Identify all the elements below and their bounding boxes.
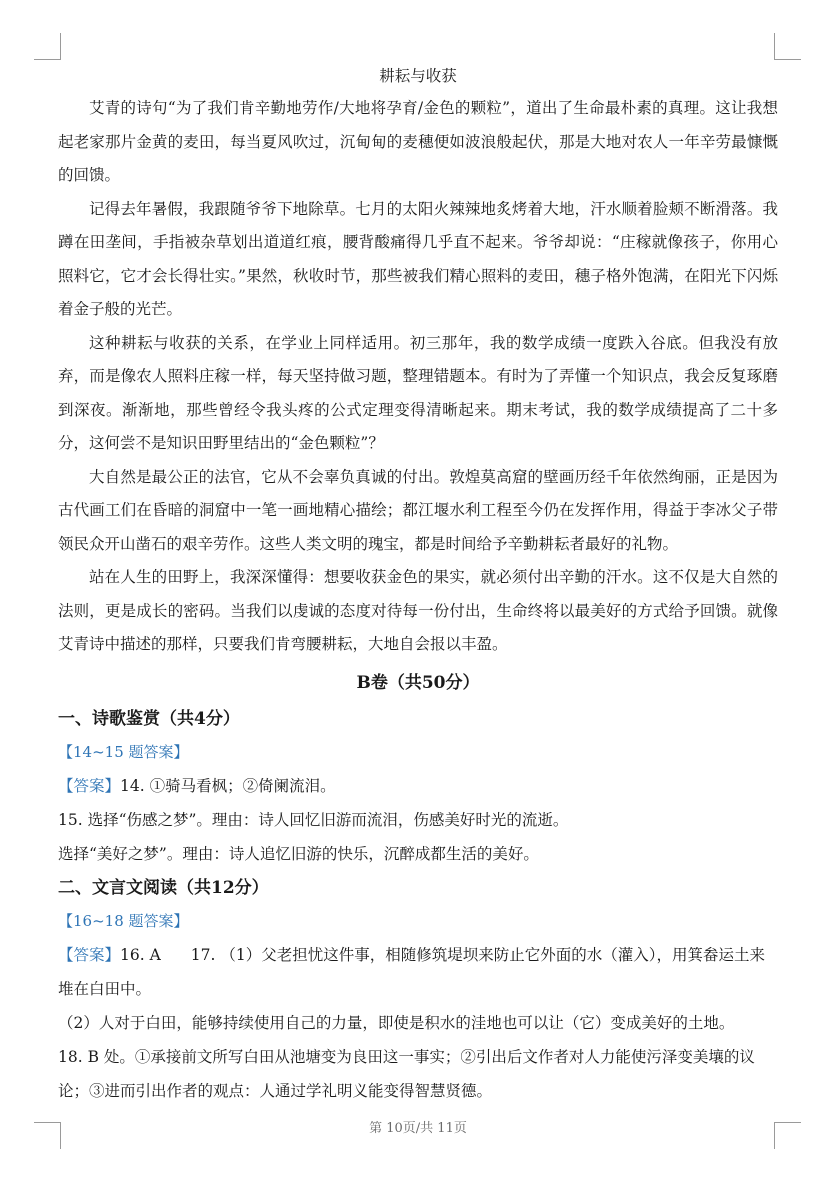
essay-paragraph-1: 艾青的诗句“为了我们肯辛勤地劳作/大地将孕育/金色的颗粒”，道出了生命最朴素的真理。这让我想起老家那片金黄的麦田，每当夏风吹过，沉甸甸的麦穗便如波浪般起伏，那是大地对农人一年辛劳最慷慨的回馈。: [58, 99, 778, 184]
crop-mark-top-right: [774, 33, 801, 60]
crop-mark-top-left: [34, 33, 61, 60]
answer-16-text: 16. A: [120, 945, 161, 964]
essay-title: 耕耘与收获: [379, 67, 457, 85]
answer-range-tag-14-15: 【14~15 题答案】: [58, 742, 189, 761]
essay-paragraph-3: 这种耕耘与收获的关系，在学业上同样适用。初三那年，我的数学成绩一度跌入谷底。但我没有放弃，而是像农人照料庄稼一样，每天坚持做习题，整理错题本。有时为了弄懂一个知识点，我会反复琢磨到深夜。渐渐地，那些曾经令我头疼的公式定理变得清晰起来。期末考试，我的数学成绩提高了二十多分，这何尝不是知识田野里结出的“金色颗粒”？: [58, 333, 778, 452]
answer-14: [58, 769, 778, 803]
answer-range-tag-16-18: 【16~18 题答案】: [58, 911, 189, 930]
essay-paragraph-5: 站在人生的田野上，我深深懂得：想要收获金色的果实，就必须付出辛勤的汗水。这不仅是大自然的法则，更是成长的密码。当我们以虔诚的态度对待每一份付出，生命终将以最美好的方式给予回馈。就像艾青诗中描述的那样，只要我们肯弯腰耕耘，大地自会报以丰盈。: [58, 568, 778, 653]
page-content: [58, 62, 778, 1108]
answer-label: 【答案】: [58, 776, 121, 795]
answer-17-2: （2）人对于白田，能够持续使用自己的力量，即使是积水的洼地也可以让（它）变成美好的土地。: [58, 1013, 735, 1032]
answer-17-1-text: 17. （1）父老担忧这件事，相随修筑堤坝来防止它外面的水（灌入），用箕畚运土来堆在白田中。: [58, 945, 765, 998]
poetry-heading: 一、诗歌鉴赏（共4分）: [58, 708, 240, 729]
page-number-footer: 第 10页/共 11页: [369, 1121, 467, 1136]
answer-label-2: 【答案】: [58, 945, 121, 964]
answer-18: 18. B 处。①承接前文所写白田从池塘变为良田这一事实；②引出后文作者对人力能使污泽变美壤的议论；③进而引出作者的观点：人通过学礼明义能变得智慧贤德。: [58, 1047, 755, 1100]
answer-15-option-a: 15. 选择“伤感之梦”。理由：诗人回忆旧游而流泪，伤感美好时光的流逝。: [58, 810, 569, 829]
essay-paragraph-4: 大自然是最公正的法官，它从不会辜负真诚的付出。敦煌莫高窟的壁画历经千年依然绚丽，正是因为古代画工们在昏暗的洞窟中一笔一画地精心描绘；都江堰水利工程至今仍在发挥作用，得益于李冰父子带领民众开山凿石的艰辛劳作。这些人类文明的瑰宝，都是时间给予辛勤耕耘者最好的礼物。: [58, 467, 778, 553]
classical-reading-heading: 二、文言文阅读（共12分）: [58, 877, 269, 898]
answer-14-text: 14. ①骑马看枫；②倚阑流泪。: [120, 776, 336, 795]
essay-paragraph-2: 记得去年暑假，我跟随爷爷下地除草。七月的太阳火辣辣地炙烤着大地，汗水顺着脸颊不断滑落。我蹲在田垄间，手指被杂草划出道道红痕，腰背酸痛得几乎直不起来。爷爷却说：“庄稼就像孩子，你用心照料它，它才会长得壮实。”果然，秋收时节，那些被我们精心照料的麦田，穗子格外饱满，在阳光下闪烁着金子般的光芒。: [58, 199, 778, 318]
answer-16-17: [58, 938, 778, 1006]
section-b-title: B卷（共50分）: [356, 672, 480, 693]
answer-15-option-b: 选择“美好之梦”。理由：诗人追忆旧游的快乐，沉醉成都生活的美好。: [58, 844, 539, 863]
